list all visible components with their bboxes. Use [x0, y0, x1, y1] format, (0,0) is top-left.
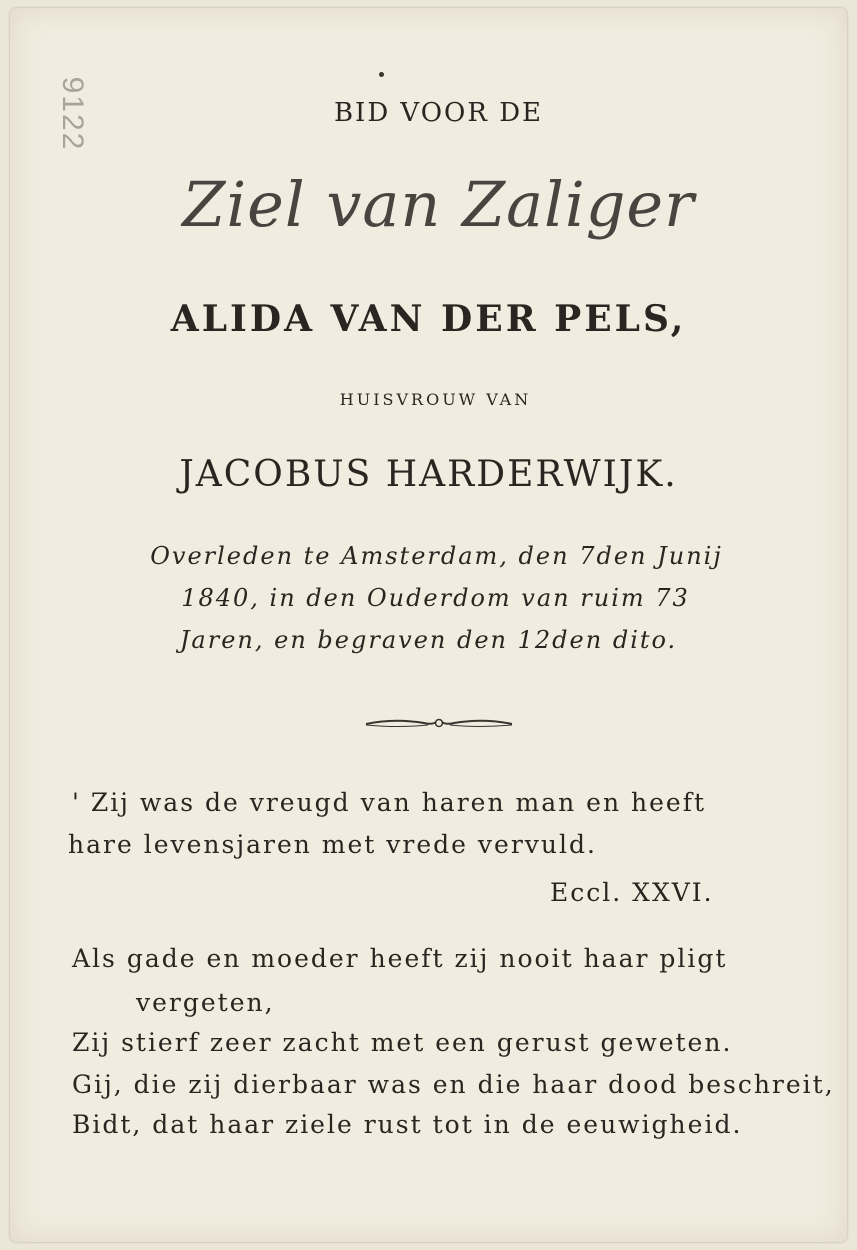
- poem-line: Als gade en moeder heeft zij nooit haar pligt: [72, 944, 728, 973]
- card-subheading: Ziel van Zaliger: [182, 168, 695, 241]
- quote-line: ' Zij was de vreugd van haren man en heeft: [72, 788, 706, 817]
- poem-line: Gij, die zij dierbaar was en die haar dood beschreit,: [72, 1070, 835, 1099]
- ornament-divider: [364, 714, 514, 734]
- death-notice-line: 1840, in den Ouderdom van ruim 73: [181, 584, 690, 612]
- husband-name: JACOBUS HARDERWIJK.: [179, 454, 678, 495]
- death-notice-line: Jaren, en begraven den 12den dito.: [179, 626, 678, 654]
- card-heading: BID VOOR DE: [333, 98, 544, 128]
- relation-label: HUISVROUW VAN: [339, 390, 532, 409]
- archive-number: 9122: [56, 76, 89, 152]
- poem-line: Bidt, dat haar ziele rust tot in de eeuwigheid.: [72, 1110, 743, 1139]
- deceased-name: ALIDA VAN DER PELS,: [170, 298, 687, 340]
- memorial-card: [10, 8, 847, 1242]
- poem-line: vergeten,: [136, 988, 275, 1017]
- poem-line: Zij stierf zeer zacht met een gerust geweten.: [72, 1028, 733, 1057]
- death-notice-line: Overleden te Amsterdam, den 7den Junij: [150, 542, 723, 570]
- quote-line: hare levensjaren met vrede vervuld.: [68, 830, 597, 859]
- quote-reference: Eccl. XXVI.: [550, 878, 714, 907]
- ink-dot: [379, 72, 384, 77]
